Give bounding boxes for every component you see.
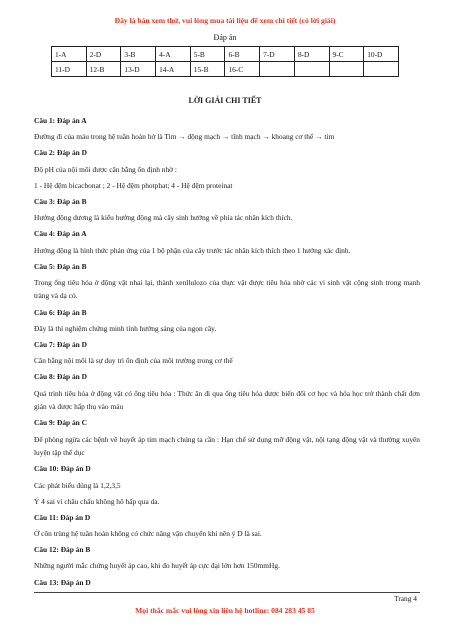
question-heading: Câu 7: Đáp án D — [34, 340, 87, 350]
question-heading: Câu 9: Đáp án C — [34, 418, 87, 428]
answer-cell: 1-A — [52, 47, 87, 62]
question-heading: Câu 5: Đáp án B — [34, 261, 87, 271]
explanation-text: 1 - Hệ đệm bicacbonat ; 2 - Hệ đệm photphat; 4 - Hệ đệm proteinat — [34, 180, 233, 190]
answer-cell: 10-D — [364, 47, 399, 62]
answer-cell: 14-A — [156, 62, 191, 77]
explanation-text: Các phát biểu đúng là 1,2,3,5 — [34, 480, 121, 490]
answer-cell: 7-D — [260, 47, 295, 62]
question-heading: Câu 1: Đáp án A — [34, 116, 87, 125]
explanation-text: Ở côn trùng hệ tuần hoàn không có chức năng vận chuyển khí nên ý D là sai. — [34, 529, 262, 539]
question-heading: Câu 6: Đáp án B — [34, 307, 87, 317]
question-heading: Câu 13: Đáp án D — [34, 577, 91, 587]
answer-key-title: Đáp án — [213, 33, 237, 42]
explanation-text: Hướng động dương là kiểu hướng động mà cây sinh hưởng về phía tác nhân kích thích. — [34, 213, 293, 223]
answer-cell: 3-B — [121, 47, 156, 62]
answer-row — [52, 47, 399, 62]
answer-cell: 6-B — [225, 47, 260, 62]
explanation-text: Ý 4 sai vì châu chấu không hô hấp qua da. — [34, 496, 160, 506]
page-number: Trang 4 — [394, 594, 417, 603]
explanation-text: Để phòng ngừa các bệnh về huyết áp tim mạch chúng ta cần : Hạn chế sử dụng mỡ động vật, nội tạng động vật và thường xuyên luyện tập thể dục — [34, 434, 420, 458]
explanation-text: Hướng động là hình thức phản ứng của 1 bộ phận của cây trước tác nhân kích thích theo 1 hướng xác định. — [34, 245, 351, 255]
answer-key-table — [51, 46, 399, 77]
footer-divider — [34, 592, 420, 593]
explanation-text: Quá trình tiêu hóa ở động vật có ống tiêu hóa : Thức ăn đi qua ống tiêu hóa được biến đổi cơ học và hóa học trở thành chất đơn giản và được hấp thụ vào máu — [34, 388, 420, 412]
answer-cell: 15-B — [190, 62, 225, 77]
answer-cell — [260, 62, 295, 77]
explanation-text: Cân bằng nội môi là sự duy trì ổn định của môi trường trong cơ thể — [34, 356, 233, 366]
explanation-text: Trong ống tiêu hóa ở động vật nhai lại, thành xenllulozo của thực vật được tiêu hóa nhờ các vi sinh vật cộng sinh trong manh tràng và dạ cỏ. — [34, 277, 420, 301]
question-heading: Câu 11: Đáp án D — [34, 512, 91, 522]
answer-cell: 9-C — [329, 47, 364, 62]
explanation-text: Độ pH của nội môi được cân bằng ổn định nhờ : — [34, 164, 177, 174]
preview-banner: Đây là bản xem thử, vui lòng mua tài liệu để xem chi tiết (có lời giải) — [114, 16, 336, 25]
solutions-title: LỜI GIẢI CHI TIẾT — [188, 96, 262, 105]
answer-cell: 5-B — [190, 47, 225, 62]
explanation-text: Những người mắc chứng huyết áp cao, khi đo huyết áp cực đại lớn hơn 150mmHg. — [34, 561, 280, 571]
answer-cell: 11-D — [52, 62, 87, 77]
answer-cell — [364, 62, 399, 77]
solutions-list — [34, 114, 420, 592]
question-heading: Câu 3: Đáp án B — [34, 196, 87, 206]
question-heading: Câu 12: Đáp án B — [34, 545, 91, 555]
question-heading: Câu 4: Đáp án A — [34, 229, 87, 239]
answer-cell: 12-B — [86, 62, 121, 77]
answer-cell: 4-A — [156, 47, 191, 62]
answer-cell: 2-D — [86, 47, 121, 62]
answer-cell: 13-D — [121, 62, 156, 77]
explanation-text: Đường đi của máu trong hệ tuần hoàn hở là Tim → động mạch → tĩnh mạch → khoang cơ thể → tim — [34, 132, 335, 142]
answer-cell — [294, 62, 329, 77]
question-heading: Câu 10: Đáp án D — [34, 464, 91, 474]
hotline-footer: Mọi thắc mắc vui lòng xin liên hệ hotline: 084 283 45 85 — [135, 606, 315, 615]
answer-cell: 16-C — [225, 62, 260, 77]
question-heading: Câu 2: Đáp án D — [34, 148, 87, 158]
answer-row — [52, 62, 399, 77]
question-heading: Câu 8: Đáp án D — [34, 372, 87, 382]
explanation-text: Đây là thí nghiệm chứng minh tính hướng sáng của ngọn cây. — [34, 323, 217, 333]
answer-cell: 8-D — [294, 47, 329, 62]
answer-cell — [329, 62, 364, 77]
